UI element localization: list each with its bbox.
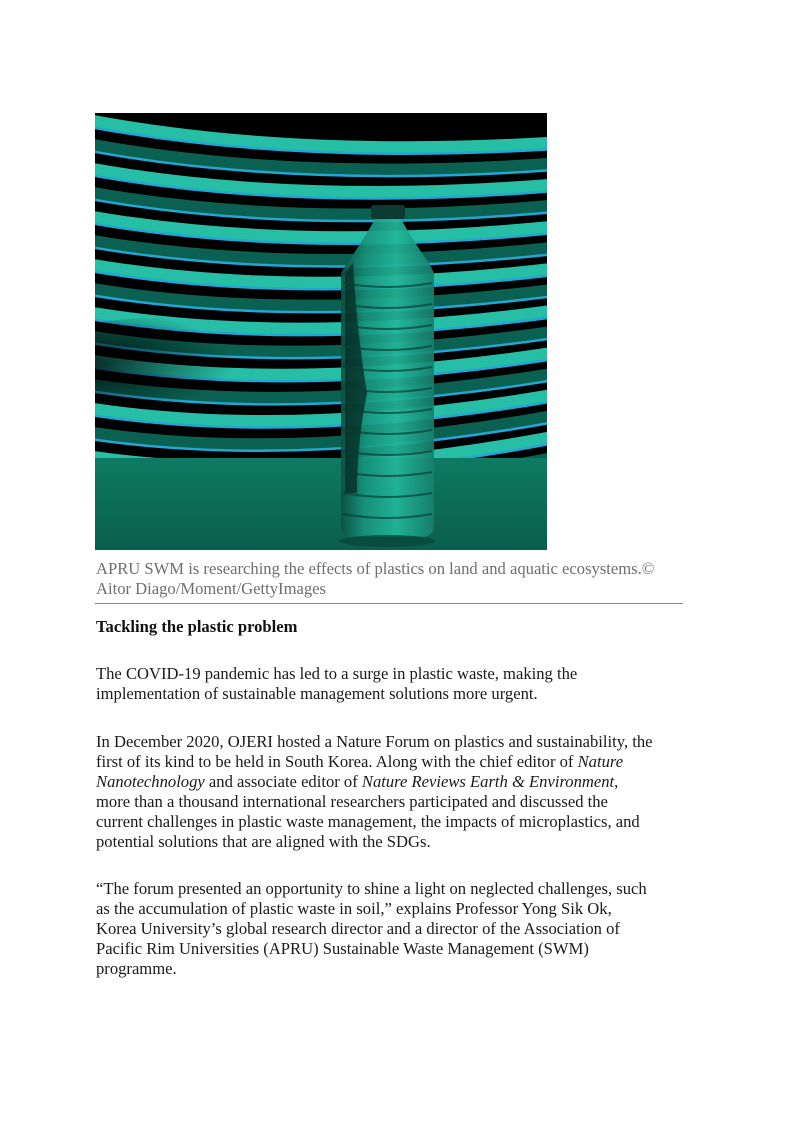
caption-divider [95,603,683,604]
text-line [96,772,696,792]
article-photo [95,113,547,550]
text-line: programme. [96,959,177,978]
text-run: , [614,772,619,791]
bottle-cap [371,205,405,219]
section-heading: Tackling the plastic problem [96,617,298,636]
paragraph-1 [96,664,696,704]
paragraph-2 [96,732,696,852]
journal-title: Nanotechnology [96,772,205,791]
text-line: The COVID-19 pandemic has led to a surge in plastic waste, making the [96,664,578,683]
text-line: In December 2020, OJERI hosted a Nature Forum on plastics and sustainability, the [96,732,653,751]
journal-title: Nature Reviews Earth & Environment [361,772,615,791]
text-line [96,752,696,772]
paragraph-3-quote [96,879,696,979]
text-line: more than a thousand international researchers participated and discussed the [96,792,608,811]
text-line: Korea University’s global research director and a director of the Association of [96,919,620,938]
text-line: potential solutions that are aligned with the SDGs. [96,832,431,851]
bottle-photo-illustration [95,113,547,550]
text-line: as the accumulation of plastic waste in soil,” explains Professor Yong Sik Ok, [96,899,612,918]
photo-caption [96,559,696,599]
text-run: and associate editor of [204,772,362,791]
text-line: implementation of sustainable management solutions more urgent. [96,684,538,703]
text-line: “The forum presented an opportunity to shine a light on neglected challenges, such [96,879,647,898]
bottle-reflection [339,535,435,547]
text-run: first of its kind to be held in South Korea. Along with the chief editor of [96,752,578,771]
floor [95,458,547,550]
caption-line: APRU SWM is researching the effects of plastics on land and aquatic ecosystems.© [96,559,655,578]
text-line: Pacific Rim Universities (APRU) Sustainable Waste Management (SWM) [96,939,589,958]
water-bottle [339,205,435,547]
journal-title: Nature [577,752,624,771]
caption-credit: Aitor Diago/Moment/GettyImages [96,579,326,598]
text-line: current challenges in plastic waste management, the impacts of microplastics, and [96,812,640,831]
